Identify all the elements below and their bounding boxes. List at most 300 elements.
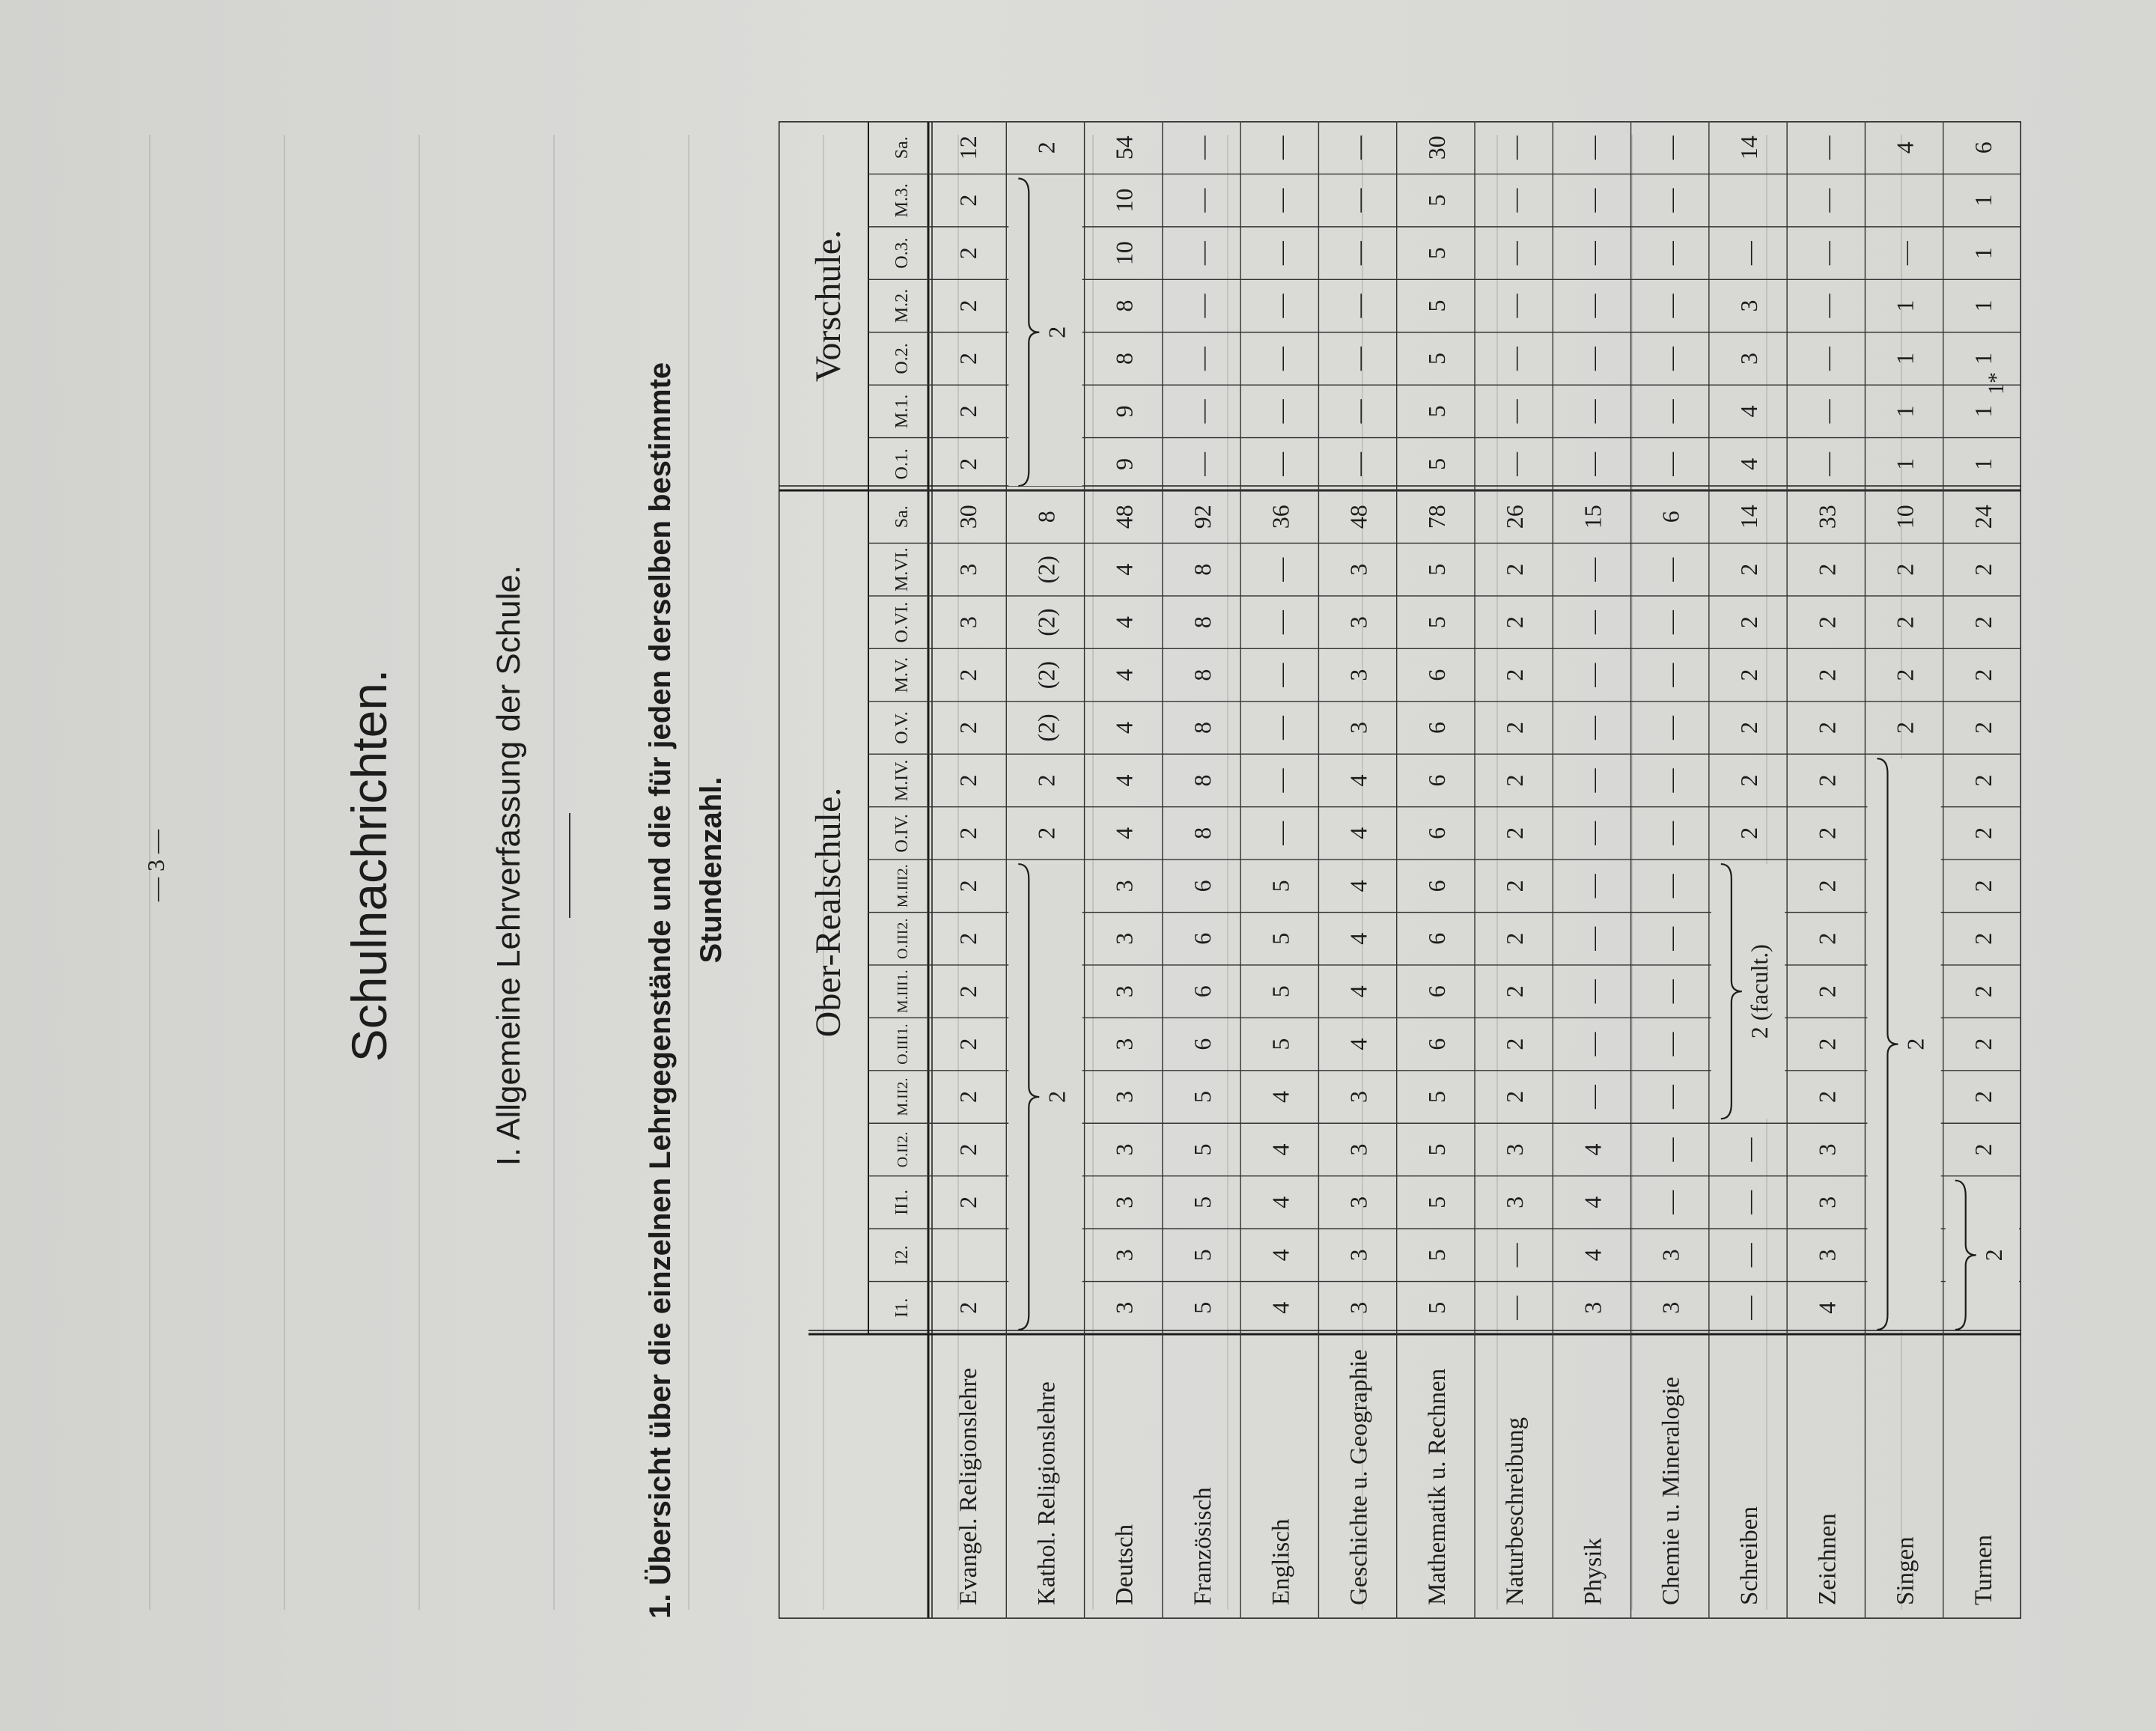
table-cell: 2 — [954, 932, 982, 945]
table-cell: — — [1579, 716, 1607, 740]
table-cell: — — [1189, 188, 1216, 213]
table-cell: 3 — [1735, 299, 1762, 312]
column-header: M.II2. — [895, 1077, 911, 1116]
table-cell: 3 — [1110, 1196, 1138, 1208]
table-cell: 33 — [1813, 505, 1841, 529]
column-header: I1. — [892, 1298, 912, 1318]
table-cell: 2 — [1032, 827, 1060, 839]
table-cell: 3 — [1110, 1301, 1138, 1314]
table-cell: 4 — [1110, 827, 1138, 839]
table-cell: 1 — [1891, 352, 1919, 365]
table-cell: 8 — [1110, 299, 1138, 312]
table-cell: (2) — [1032, 556, 1060, 584]
overview-heading-line1: 1. Übersicht über die einzelnen Lehrgegenstände und die für jeden derselben bestimmte — [644, 362, 677, 1619]
table-cell: 4 — [1110, 722, 1138, 734]
table-cell: — — [1813, 136, 1841, 160]
table-cell: 5 — [1422, 247, 1450, 260]
table-cell: 4 — [1267, 1143, 1294, 1156]
table-cell: — — [1189, 399, 1216, 424]
table-cell: 14 — [1735, 136, 1762, 160]
column-header: M.III2. — [895, 864, 911, 908]
table-cell: 2 — [1969, 669, 1997, 681]
subject-label: Kathol. Religionslehre — [1033, 1381, 1061, 1605]
table-cell: (2) — [1032, 714, 1060, 742]
table-cell: — — [1579, 241, 1607, 266]
table-cell: 6 — [1657, 511, 1684, 523]
table-cell: 4 — [1579, 1196, 1607, 1208]
table-cell: 2 — [954, 827, 982, 839]
column-header: II1. — [892, 1189, 912, 1215]
merged-cell-label: 2 — [1043, 326, 1071, 338]
table-cell: 2 — [1735, 669, 1762, 681]
table-cell: 1 — [1891, 457, 1919, 470]
column-header: O.2. — [892, 343, 912, 374]
table-cell: 5 — [1422, 616, 1450, 629]
table-cell: — — [1267, 399, 1294, 424]
column-header: Sa. — [892, 505, 912, 529]
table-cell: — — [1579, 610, 1607, 635]
table-cell: 2 — [1969, 1143, 1997, 1156]
table-cell: 1 — [1969, 457, 1997, 470]
table-cell: — — [1579, 874, 1607, 898]
table-cell: 6 — [1189, 932, 1216, 945]
table-cell: 2 — [1813, 616, 1841, 629]
table-cell: 2 — [1969, 1091, 1997, 1104]
column-header: M.1. — [892, 394, 912, 429]
table-cell: 3 — [1110, 1249, 1138, 1262]
table-cell: 2 — [1969, 616, 1997, 629]
merged-cell-label: 2 — [1043, 1091, 1071, 1104]
table-cell: 9 — [1110, 457, 1138, 470]
table-cell: — — [1579, 663, 1607, 687]
table-cell: 2 — [1501, 616, 1529, 629]
table-cell: — — [1813, 293, 1841, 318]
table-cell: 5 — [1189, 1196, 1216, 1208]
table-cell: 3 — [1110, 1143, 1138, 1156]
table-cell: 3 — [1501, 1143, 1529, 1156]
table-cell: — — [1267, 557, 1294, 582]
table-cell: 3 — [1110, 1038, 1138, 1050]
table-cell: 3 — [1110, 985, 1138, 998]
table-cell: — — [1501, 399, 1529, 424]
table-cell: 6 — [1422, 669, 1450, 681]
table-cell: — — [1267, 451, 1294, 476]
table-cell: — — [1189, 136, 1216, 160]
table-cell: 5 — [1422, 299, 1450, 312]
table-cell: — — [1813, 188, 1841, 213]
column-header: I2. — [892, 1245, 912, 1265]
table-cell: — — [1579, 768, 1607, 793]
table-cell: 2 — [954, 1196, 982, 1208]
table-cell: — — [1735, 1243, 1762, 1268]
table-cell: — — [1267, 821, 1294, 845]
table-cell: 2 — [1501, 827, 1529, 839]
table-cell: 2 — [954, 247, 982, 260]
table-cell: 1 — [1891, 405, 1919, 418]
table-cell: 5 — [1422, 194, 1450, 207]
table-cell: — — [1657, 241, 1684, 266]
table-cell: 2 — [954, 985, 982, 998]
table-cell: — — [1657, 1190, 1684, 1214]
overview-heading-line2: Stundenzahl. — [695, 776, 728, 964]
table-cell: 5 — [1422, 405, 1450, 418]
table-cell: 10 — [1110, 241, 1138, 266]
table-cell: — — [1735, 1137, 1762, 1162]
table-cell: 30 — [954, 505, 982, 529]
subject-label: Englisch — [1267, 1518, 1295, 1605]
table-cell: 78 — [1422, 505, 1450, 529]
column-header: O.1. — [892, 448, 912, 480]
table-cell: 3 — [1501, 1196, 1529, 1208]
table-cell: 3 — [1110, 880, 1138, 892]
table-cell: 6 — [1189, 985, 1216, 998]
table-cell: — — [1501, 241, 1529, 266]
table-cell: 2 — [1735, 722, 1762, 734]
table-cell: 2 — [1735, 827, 1762, 839]
table-cell: 4 — [1267, 1249, 1294, 1262]
column-header: Sa. — [892, 136, 912, 159]
column-header: O.VI. — [892, 601, 912, 643]
table-cell: 10 — [1891, 505, 1919, 529]
table-cell: 4 — [1110, 774, 1138, 787]
table-cell: 6 — [1189, 880, 1216, 892]
table-cell: 2 — [954, 1301, 982, 1314]
table-cell: 8 — [1189, 563, 1216, 576]
table-cell: — — [1813, 399, 1841, 424]
table-cell: 2 — [1501, 774, 1529, 787]
subject-label: Physik — [1580, 1538, 1607, 1605]
table-cell: — — [1657, 874, 1684, 898]
table-cell: 2 — [1813, 722, 1841, 734]
subject-label: Zeichnen — [1814, 1513, 1842, 1605]
table-cell: 5 — [1267, 932, 1294, 945]
table-cell: 4 — [1813, 1301, 1841, 1314]
table-cell: 5 — [1267, 1038, 1294, 1050]
table-cell: 48 — [1110, 505, 1138, 529]
table-cell: — — [1657, 451, 1684, 476]
column-header: M.V. — [892, 657, 912, 693]
subject-label: Schreiben — [1736, 1506, 1763, 1605]
table-cell: 6 — [1969, 142, 1997, 154]
table-cell: 14 — [1735, 505, 1762, 529]
table-cell: 3 — [1345, 1196, 1372, 1208]
column-header: O.II2. — [895, 1131, 911, 1168]
table-cell: 2 — [954, 194, 982, 207]
table-cell: — — [1579, 188, 1607, 213]
column-header: M.3. — [892, 183, 912, 218]
table-cell: — — [1657, 663, 1684, 687]
table-cell: 2 — [1032, 774, 1060, 787]
table-cell: 5 — [1189, 1143, 1216, 1156]
table-cell: 2 — [1032, 142, 1060, 154]
table-cell: 3 — [1345, 616, 1372, 629]
group-header-ober-realschule: Ober-Realschule. — [808, 787, 848, 1038]
table-cell: 4 — [1345, 774, 1372, 787]
table-cell: — — [1345, 399, 1372, 424]
table-cell: 5 — [1422, 352, 1450, 365]
table-cell: — — [1267, 716, 1294, 740]
table-cell: — — [1735, 1190, 1762, 1214]
table-cell: 3 — [1110, 932, 1138, 945]
table-cell: — — [1657, 1032, 1684, 1056]
table-cell: 2 — [954, 405, 982, 418]
table-cell: — — [1345, 293, 1372, 318]
table-cell: 8 — [1189, 669, 1216, 681]
table-cell: — — [1189, 451, 1216, 476]
table-cell: 2 — [954, 722, 982, 734]
table-cell: 2 — [1735, 563, 1762, 576]
table-cell: — — [1345, 136, 1372, 160]
table-cell: 2 — [1501, 669, 1529, 681]
table-cell: 2 — [1501, 985, 1529, 998]
table-cell: — — [1345, 241, 1372, 266]
table-cell: 2 — [1969, 722, 1997, 734]
table-cell: 2 — [1813, 932, 1841, 945]
table-cell: 10 — [1110, 188, 1138, 213]
table-cell: — — [1267, 346, 1294, 371]
subject-label: Französisch — [1190, 1487, 1216, 1605]
table-cell: 15 — [1579, 505, 1607, 529]
table-cell: 2 — [1813, 1091, 1841, 1104]
table-cell: 3 — [1345, 1301, 1372, 1314]
table-cell: — — [1345, 188, 1372, 213]
table-cell: — — [1735, 241, 1762, 266]
table-cell: — — [1501, 293, 1529, 318]
table-cell: 1 — [1969, 247, 1997, 260]
table-cell: — — [1735, 1295, 1762, 1320]
table-cell: 2 — [1969, 932, 1997, 945]
table-cell: 2 — [1501, 722, 1529, 734]
table-cell: — — [1579, 136, 1607, 160]
table-cell: 5 — [1189, 1249, 1216, 1262]
table-cell: 3 — [1813, 1249, 1841, 1262]
table-cell: 2 — [1891, 722, 1919, 734]
table-cell: — — [1813, 346, 1841, 371]
table-cell: 4 — [1579, 1249, 1607, 1262]
table-cell: 2 — [1813, 563, 1841, 576]
table-cell: — — [1501, 188, 1529, 213]
table-cell: — — [1657, 399, 1684, 424]
table-cell: 6 — [1422, 774, 1450, 787]
table-cell: 2 — [954, 299, 982, 312]
table-cell: — — [1501, 1243, 1529, 1268]
subject-label: Geschichte u. Geographie — [1345, 1349, 1373, 1605]
table-cell: 2 — [954, 774, 982, 787]
table-cell: 3 — [954, 616, 982, 629]
table-cell: 2 — [1969, 1038, 1997, 1050]
table-cell: 2 — [1501, 932, 1529, 945]
table-cell: — — [1579, 821, 1607, 845]
table-cell: 8 — [1032, 511, 1060, 523]
column-header: O.III2. — [895, 918, 911, 959]
column-header: O.III1. — [895, 1023, 911, 1065]
table-cell: — — [1891, 241, 1919, 266]
table-cell: — — [1657, 768, 1684, 793]
table-cell: — — [1579, 979, 1607, 1004]
table-cell: 3 — [1579, 1301, 1607, 1314]
table-cell: 2 — [1813, 1038, 1841, 1050]
table-cell: 48 — [1345, 505, 1372, 529]
table-cell: — — [1657, 1085, 1684, 1110]
table-cell: 4 — [1891, 142, 1919, 154]
table-cell: — — [1267, 768, 1294, 793]
table-cell: 2 — [1891, 563, 1919, 576]
table-cell: 4 — [1345, 880, 1372, 892]
table-cell: (2) — [1032, 608, 1060, 636]
table-cell: — — [1267, 610, 1294, 635]
table-cell: 4 — [1267, 1091, 1294, 1104]
table-cell: 5 — [1189, 1091, 1216, 1104]
table-cell: — — [1813, 451, 1841, 476]
table-cell: 3 — [1345, 1249, 1372, 1262]
table-cell: — — [1345, 451, 1372, 476]
table-cell: — — [1657, 557, 1684, 582]
table-cell: 5 — [1267, 985, 1294, 998]
table-cell: 6 — [1422, 722, 1450, 734]
table-cell: — — [1657, 346, 1684, 371]
table-cell: — — [1189, 241, 1216, 266]
table-cell: 2 — [954, 1091, 982, 1104]
table-cell: 9 — [1110, 405, 1138, 418]
section-title: I. Allgemeine Lehrverfassung der Schule. — [490, 565, 527, 1166]
signature-mark: 1* — [1984, 372, 2009, 395]
merged-cell-label: 2 — [1901, 1038, 1929, 1050]
table-cell: 2 — [1735, 774, 1762, 787]
table-cell: — — [1267, 136, 1294, 160]
table-cell: — — [1579, 557, 1607, 582]
table-cell: 5 — [1422, 457, 1450, 470]
subject-label: Evangel. Religionslehre — [955, 1367, 983, 1605]
table-cell: — — [1267, 188, 1294, 213]
table-cell: 5 — [1422, 1301, 1450, 1314]
table-cell: 2 — [954, 1038, 982, 1050]
table-cell: 3 — [1735, 352, 1762, 365]
table-cell: — — [1267, 241, 1294, 266]
table-cell: 1 — [1969, 352, 1997, 365]
subject-label: Naturbeschreibung — [1502, 1417, 1529, 1605]
table-cell: 5 — [1422, 1196, 1450, 1208]
table-cell: 4 — [1110, 563, 1138, 576]
table-cell: — — [1579, 1032, 1607, 1056]
table-cell: 4 — [1735, 457, 1762, 470]
table-cell: 3 — [1813, 1143, 1841, 1156]
subject-label: Turnen — [1970, 1534, 1997, 1605]
table-cell: — — [1579, 399, 1607, 424]
column-header: M.2. — [892, 288, 912, 323]
table-cell: — — [1501, 1295, 1529, 1320]
table-cell: 2 — [1813, 985, 1841, 998]
title-divider — [569, 813, 570, 918]
table-cell: 1 — [1969, 194, 1997, 207]
table-cell: 3 — [1345, 563, 1372, 576]
table-cell: 2 — [954, 669, 982, 681]
merged-cell-label: 2 — [1979, 1249, 2007, 1262]
table-cell: — — [1501, 136, 1529, 160]
table-cell: 4 — [1267, 1301, 1294, 1314]
table-cell: — — [1657, 1137, 1684, 1162]
table-cell: 5 — [1422, 1143, 1450, 1156]
table-cell: 2 — [1813, 880, 1841, 892]
table-cell: 3 — [1345, 722, 1372, 734]
table-cell: — — [1579, 451, 1607, 476]
table-cell: 4 — [1110, 669, 1138, 681]
table-cell: 2 — [1501, 880, 1529, 892]
table-cell: 3 — [1110, 1091, 1138, 1104]
group-header-vorschule: Vorschule. — [808, 229, 848, 383]
table-cell: 2 — [1813, 827, 1841, 839]
table-cell: 2 — [1813, 774, 1841, 787]
table-cell: 6 — [1422, 932, 1450, 945]
table-cell: — — [1657, 610, 1684, 635]
table-cell: 54 — [1110, 136, 1138, 160]
table-cell: — — [1813, 241, 1841, 266]
table-cell: 2 — [1501, 1091, 1529, 1104]
table-cell: — — [1657, 136, 1684, 160]
table-cell: 4 — [1345, 1038, 1372, 1050]
table-cell: — — [1579, 926, 1607, 951]
subject-label: Singen — [1892, 1536, 1919, 1605]
table-cell: 12 — [954, 136, 982, 160]
table-cell: 3 — [1345, 669, 1372, 681]
column-header: M.VI. — [892, 547, 912, 592]
table-cell: 2 — [1813, 669, 1841, 681]
table-cell: 2 — [954, 1143, 982, 1156]
table-cell: 1 — [1891, 299, 1919, 312]
table-cell: 2 — [954, 352, 982, 365]
subject-label: Mathematik u. Rechnen — [1423, 1368, 1451, 1605]
table-cell: — — [1657, 716, 1684, 740]
table-cell: 3 — [1657, 1249, 1684, 1262]
table-cell: 8 — [1189, 827, 1216, 839]
table-cell: — — [1267, 663, 1294, 687]
table-cell: — — [1657, 979, 1684, 1004]
table-cell: — — [1345, 346, 1372, 371]
table-cell: 6 — [1422, 1038, 1450, 1050]
table-cell: 8 — [1189, 774, 1216, 787]
table-cell: 2 — [1969, 827, 1997, 839]
table-cell: 3 — [1657, 1301, 1684, 1314]
table-cell: 2 — [1891, 669, 1919, 681]
table-cell: 8 — [1110, 352, 1138, 365]
table-cell: 4 — [1345, 827, 1372, 839]
table-cell: 4 — [1345, 985, 1372, 998]
table-cell: 6 — [1422, 985, 1450, 998]
table-cell: — — [1501, 451, 1529, 476]
table-cell: 3 — [1345, 1091, 1372, 1104]
table-cell: 1 — [1969, 405, 1997, 418]
table-cell: 6 — [1422, 880, 1450, 892]
page-title: Schulnachrichten. — [341, 669, 397, 1062]
table-cell: 30 — [1422, 136, 1450, 160]
column-header: O.V. — [892, 711, 912, 744]
table-cell: 26 — [1501, 505, 1529, 529]
table-cell: 6 — [1189, 1038, 1216, 1050]
table-cell: 5 — [1422, 563, 1450, 576]
table-cell: 8 — [1189, 616, 1216, 629]
table-cell: 5 — [1189, 1301, 1216, 1314]
table-cell: 2 — [1501, 1038, 1529, 1050]
table-cell: — — [1579, 346, 1607, 371]
page-number: — 3 — — [142, 830, 169, 901]
lesson-hours-table — [779, 121, 2021, 1619]
table-cell: 5 — [1422, 1091, 1450, 1104]
table-cell: 3 — [954, 563, 982, 576]
table-cell: 3 — [1813, 1196, 1841, 1208]
table-cell: — — [1579, 293, 1607, 318]
table-cell: 2 — [1501, 563, 1529, 576]
subject-label: Deutsch — [1111, 1524, 1139, 1605]
table-cell: 4 — [1110, 616, 1138, 629]
